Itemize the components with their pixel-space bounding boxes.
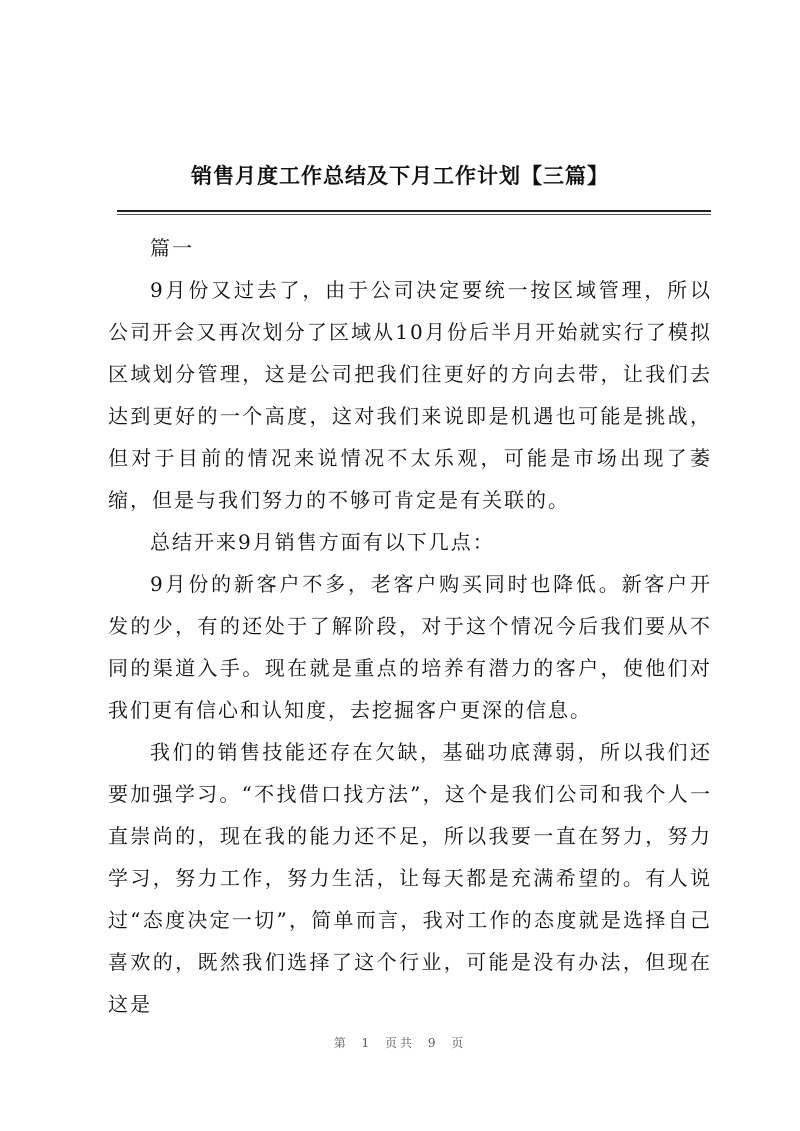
paragraph-4: 我们的销售技能还存在欠缺，基础功底薄弱，所以我们还要加强学习。“不找借口找方法”，这个是我们公司和我个人一直崇尚的，现在我的能力还不足，所以我要一直在努力，努力学习，努力工作，努力生活，让每天都是充满希望的。有人说过“态度决定一切”，简单而言，我对工作的态度就是选择自己喜欢的，既然我们选择了这个行业，可能是没有办法，但现在这是 bbox=[108, 740, 712, 1016]
title-divider-thick bbox=[117, 210, 711, 212]
paragraph-1: 9月份又过去了，由于公司决定要统一按区域管理，所以公司开会又再次划分了区域从10月份后半月开始就实行了模拟区域划分管理，这是公司把我们往更好的方向去带，让我们去达到更好的一个高度，这对我们来说即是机遇也可能是挑战，但对于目前的情况来说情况不太乐观，可能是市场出现了萎缩，但是与我们努力的不够可肯定是有关联的。 bbox=[108, 278, 712, 512]
page-footer: 第 1 页共 9 页 bbox=[333, 1036, 467, 1050]
title-divider-thin bbox=[117, 214, 711, 215]
document-body bbox=[108, 227, 712, 1025]
document-title: 销售月度工作总结及下月工作计划【三篇】 bbox=[191, 164, 609, 188]
paragraph-2: 总结开来9月销售方面有以下几点： bbox=[150, 530, 495, 554]
section-heading: 篇一 bbox=[150, 236, 194, 260]
paragraph-3: 9月份的新客户不多，老客户购买同时也降低。新客户开发的少，有的还处于了解阶段，对于这个情况今后我们要从不同的渠道入手。现在就是重点的培养有潜力的客户，使他们对我们更有信心和认知度，去挖掘客户更深的信息。 bbox=[108, 572, 712, 722]
